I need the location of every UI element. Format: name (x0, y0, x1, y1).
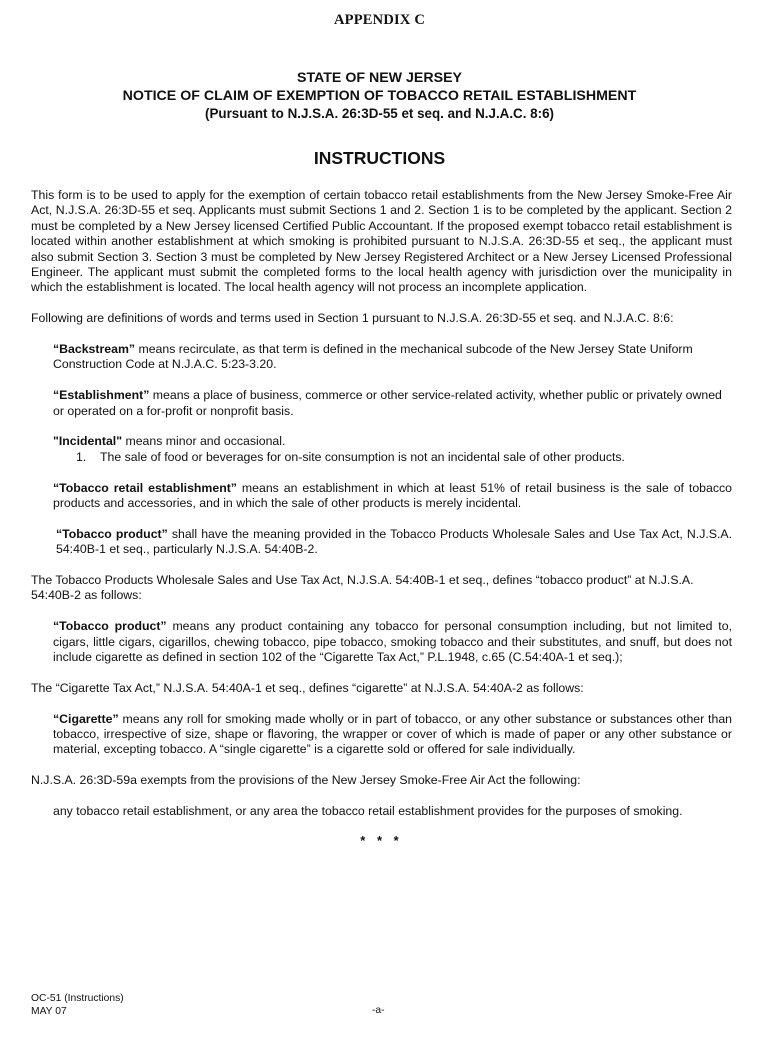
definition-term: "Incidental" (53, 434, 123, 449)
cigarette-act-intro: The “Cigarette Tax Act,” N.J.S.A. 54:40A-1 et seq., defines “cigarette” at N.J.S.A. 54:40A-2 as follows: (31, 680, 584, 695)
definition-text: means recirculate, as that term is defined in the mechanical subcode of the New Jersey State Uniform Construction Code at N.J.A.C. 5:23-3.20. (53, 342, 693, 372)
definition-text: means any product containing any tobacco for personal consumption including, but not limited to, cigars, little cigars, cigarillos, chewing tobacco, pipe tobacco, smoking tobacco and their substitutes, and snuff, but does not include cigarette as defined in section 102 of the “Cigarette Tax Act,” P.L.1948, c.65 (C.54:40A-1 et seq.); (53, 619, 732, 665)
definition-term: “Tobacco retail establishment” (53, 480, 237, 495)
definition-text: means minor and occasional. (122, 434, 286, 449)
form-id: OC-51 (Instructions) (31, 993, 124, 1004)
instructions-body (31, 188, 732, 848)
definition-text: means an establishment in which at least 51% of retail business is the sale of tobacco products and accessories, and in which the sale of other products is merely incidental. (53, 480, 732, 511)
instructions-heading: INSTRUCTIONS (313, 148, 446, 168)
appendix-label: APPENDIX C (333, 12, 425, 28)
definition-term: “Tobacco product” (56, 526, 168, 541)
state-heading: STATE OF NEW JERSEY (296, 70, 462, 86)
tobacco-act-intro: The Tobacco Products Wholesale Sales and Use Tax Act, N.J.S.A. 54:40B-1 et seq., defines “tobacco product” at N.J.S.A. 54:40B-2 as follows: (31, 573, 694, 603)
form-subtitle: (Pursuant to N.J.S.A. 26:3D-55 et seq. and N.J.A.C. 8:6) (205, 106, 554, 121)
intro-paragraph: This form is to be used to apply for the exemption of certain tobacco retail establishments from the New Jersey Smoke-Free Air Act, N.J.S.A. 26:3D-55 et seq. Applicants must submit Sections 1 and 2. Section 1 is to be completed by the applicant. Section 2 must be completed by a New Jersey licensed Certified Public Accountant. If the proposed exempt tobacco retail establishment is located within another establishment at which smoking is prohibited pursuant to N.J.S.A. 26:3D-55 et seq., the applicant must also submit Section 3. Section 3 must be completed by New Jersey Registered Architect or a New Jersey Licensed Professional Engineer. The applicant must submit the completed forms to the local health agency with jurisdiction over the municipality in which the establishment is located. The local health agency will not process an incomplete application. (31, 188, 732, 295)
definition-term: “Tobacco product” (53, 619, 167, 634)
document-title-block (0, 70, 759, 123)
form-date: MAY 07 (31, 1005, 67, 1017)
definition-establishment (53, 388, 732, 419)
definition-text: shall have the meaning provided in the Tobacco Products Wholesale Sales and Use Tax Act, N.J.S.A. 54:40B-1 et seq., particularly N.J.S.A. 54:40B-2. (56, 526, 732, 557)
definition-text: means a place of business, commerce or other service-related activity, whether public or privately owned or operated on a for-profit or nonprofit basis. (53, 388, 722, 418)
definition-term: “Backstream” (53, 342, 136, 357)
definition-tobacco-retail-establishment (53, 481, 732, 512)
footer-form-info (31, 993, 124, 1018)
definition-incidental (31, 434, 732, 465)
definition-text: means any roll for smoking made wholly or in part of tobacco, or any other substance or substances other than tobacco, irrespective of size, shape or flavoring, the wrapper or cover of which is made of paper or any other substance or material, excepting tobacco. A “single cigarette” is a cigarette sold or offered for sale individually. (53, 711, 732, 757)
section-separator: * * * (360, 832, 403, 848)
definitions-intro: Following are definitions of words and terms used in Section 1 pursuant to N.J.S.A. 26:3D-55 et seq. and N.J.A.C. 8:6: (31, 311, 674, 326)
page-number: -a- (372, 1005, 385, 1016)
form-title: NOTICE OF CLAIM OF EXEMPTION OF TOBACCO RETAIL ESTABLISHMENT (122, 87, 637, 104)
definition-tobacco-product (53, 527, 732, 558)
exemption-text: any tobacco retail establishment, or any area the tobacco retail establishment provides for the purposes of smoking. (53, 804, 683, 819)
definition-term: “Cigarette” (53, 711, 119, 726)
list-text: The sale of food or beverages for on-site consumption is not an incidental sale of other products. (100, 449, 625, 464)
exemption-intro: N.J.S.A. 26:3D-59a exempts from the provisions of the New Jersey Smoke-Free Air Act the following: (31, 773, 581, 788)
cigarette-definition (53, 712, 732, 758)
tobacco-act-definition (53, 619, 732, 665)
definition-backstream (53, 342, 732, 373)
list-number: 1. (76, 449, 87, 464)
definition-term: “Establishment” (53, 388, 150, 403)
numbered-list-item (76, 450, 732, 465)
